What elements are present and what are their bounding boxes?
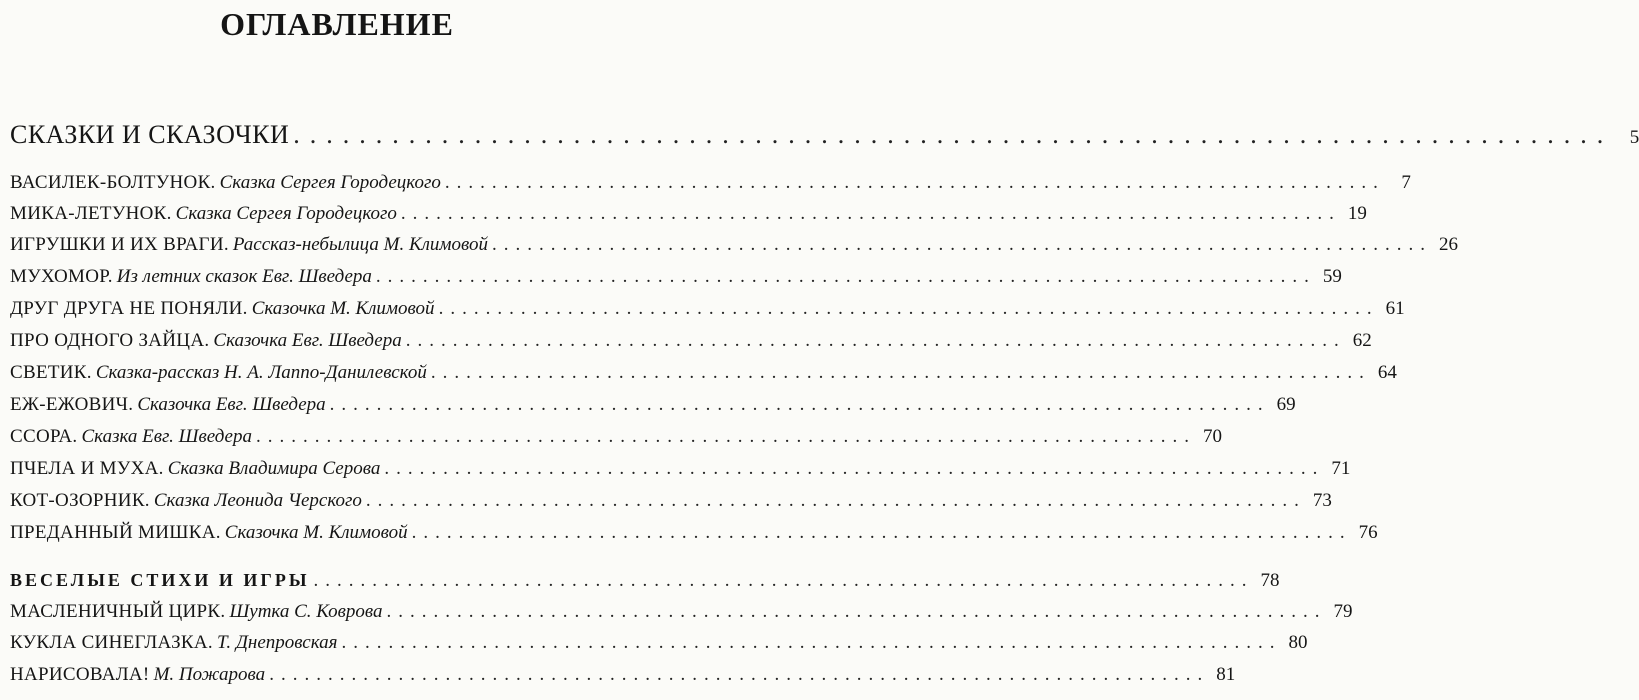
- toc-entry: [10, 203, 1367, 231]
- page-number: 64: [1377, 362, 1397, 383]
- page-number: 26: [1438, 234, 1458, 255]
- leader-dots: ................................................................................: [341, 632, 1282, 653]
- entry-title: ПРЕДАННЫЙ МИШКА.: [10, 522, 221, 543]
- leader-dots: ................................................................................: [375, 266, 1316, 287]
- entry-subtitle: Сказка Сергея Городецкого: [175, 203, 397, 224]
- entry-title: КУКЛА СИНЕГЛАЗКА.: [10, 632, 213, 653]
- entry-title: КОТ-ОЗОРНИК.: [10, 490, 150, 511]
- toc-entry: [10, 362, 1397, 390]
- toc-entry: [10, 172, 1411, 200]
- leader-dots: ................................................................................: [411, 522, 1352, 543]
- entry-subtitle: Сказка Владимира Серова: [167, 458, 381, 479]
- entry-subtitle: Сказочка М. Климовой: [251, 298, 435, 319]
- entry-subtitle: Сказка Сергея Городецкого: [219, 172, 441, 193]
- entry-subtitle: М. Пожарова: [153, 664, 266, 685]
- entry-title: ПЧЕЛА И МУХА.: [10, 458, 164, 479]
- entry-title: ПРО ОДНОГО ЗАЙЦА.: [10, 330, 210, 351]
- leader-dots: ................................................................................: [430, 362, 1371, 383]
- page-title: ОГЛАВЛЕНИЕ: [220, 6, 454, 42]
- toc-entry: [10, 426, 1222, 454]
- page-number: 59: [1322, 266, 1342, 287]
- leader-dots: ................................................................................: [400, 203, 1341, 224]
- leader-dots: ................................................................................: [444, 172, 1385, 193]
- toc-entry: [10, 632, 1308, 660]
- entry-subtitle: Т. Днепровская: [216, 632, 338, 653]
- page-number: 79: [1333, 601, 1353, 622]
- leader-dots: ................................................................................: [365, 490, 1306, 511]
- toc-entry: [10, 298, 1405, 326]
- toc-entry: [10, 522, 1378, 550]
- toc-entry: [10, 394, 1296, 422]
- page-number: 69: [1276, 394, 1296, 415]
- leader-dots: ................................................................................: [405, 330, 1346, 351]
- page-number: 73: [1312, 490, 1332, 511]
- page-number: 80: [1288, 632, 1308, 653]
- entry-title: ВАСИЛЕК-БОЛТУНОК.: [10, 172, 216, 193]
- page-number: 71: [1331, 458, 1351, 479]
- section-title: ВЕСЕЛЫЕ СТИХИ И ИГРЫ: [10, 570, 310, 590]
- entry-title: МИКА-ЛЕТУНОК.: [10, 203, 172, 224]
- entry-subtitle: Из летних сказок Евг. Шведера: [116, 266, 372, 287]
- toc-entry: [10, 490, 1332, 518]
- entry-title: ЕЖ-ЕЖОВИЧ.: [10, 394, 134, 415]
- section-heading-verses: [10, 570, 1280, 598]
- leader-dots: ................................................................................: [269, 664, 1210, 685]
- leader-dots: ................................................................................: [329, 394, 1270, 415]
- toc-entry: [10, 664, 1236, 692]
- leader-dots: ................................................................................: [293, 120, 1614, 149]
- entry-subtitle: Сказка Леонида Черского: [153, 490, 362, 511]
- entry-subtitle: Шутка С. Коврова: [229, 601, 383, 622]
- toc-entry: [10, 330, 1372, 358]
- toc-entry: [10, 458, 1351, 486]
- section-title: СКАЗКИ И СКАЗОЧКИ: [10, 120, 290, 149]
- entry-subtitle: Сказочка Евг. Шведера: [213, 330, 402, 351]
- entry-title: МУХОМОР.: [10, 266, 113, 287]
- page-number: 81: [1216, 664, 1236, 685]
- page-number: 19: [1347, 203, 1367, 224]
- page-number: 7: [1401, 172, 1411, 193]
- entry-subtitle: Сказка Евг. Шведера: [81, 426, 252, 447]
- leader-dots: ................................................................................: [438, 298, 1379, 319]
- entry-subtitle: Сказочка М. Климовой: [224, 522, 408, 543]
- leader-dots: ................................................................................: [386, 601, 1327, 622]
- entry-subtitle: Сказка-рассказ Н. А. Лаппо-Данилевской: [95, 362, 427, 383]
- page-number: 78: [1260, 570, 1280, 591]
- toc-entry: [10, 234, 1458, 262]
- leader-dots: ................................................................................: [491, 234, 1432, 255]
- toc-entry: [10, 266, 1342, 294]
- page-number: 70: [1202, 426, 1222, 447]
- leader-dots: ................................................................................: [313, 570, 1254, 591]
- entry-title: ИГРУШКИ И ИХ ВРАГИ.: [10, 234, 229, 255]
- page-number: 5: [1629, 127, 1639, 148]
- page-number: 76: [1358, 522, 1378, 543]
- toc-entry: [10, 601, 1353, 629]
- section-heading-tales: [10, 120, 1639, 149]
- entry-title: ДРУГ ДРУГА НЕ ПОНЯЛИ.: [10, 298, 248, 319]
- page-number: 61: [1385, 298, 1405, 319]
- page-number: 62: [1352, 330, 1372, 351]
- entry-title: МАСЛЕНИЧНЫЙ ЦИРК.: [10, 601, 226, 622]
- entry-subtitle: Рассказ-небылица М. Климовой: [232, 234, 488, 255]
- entry-title: НАРИСОВАЛА!: [10, 664, 150, 685]
- leader-dots: ................................................................................: [384, 458, 1325, 479]
- entry-title: ССОРА.: [10, 426, 78, 447]
- leader-dots: ................................................................................: [255, 426, 1196, 447]
- entry-subtitle: Сказочка Евг. Шведера: [137, 394, 326, 415]
- entry-title: СВЕТИК.: [10, 362, 92, 383]
